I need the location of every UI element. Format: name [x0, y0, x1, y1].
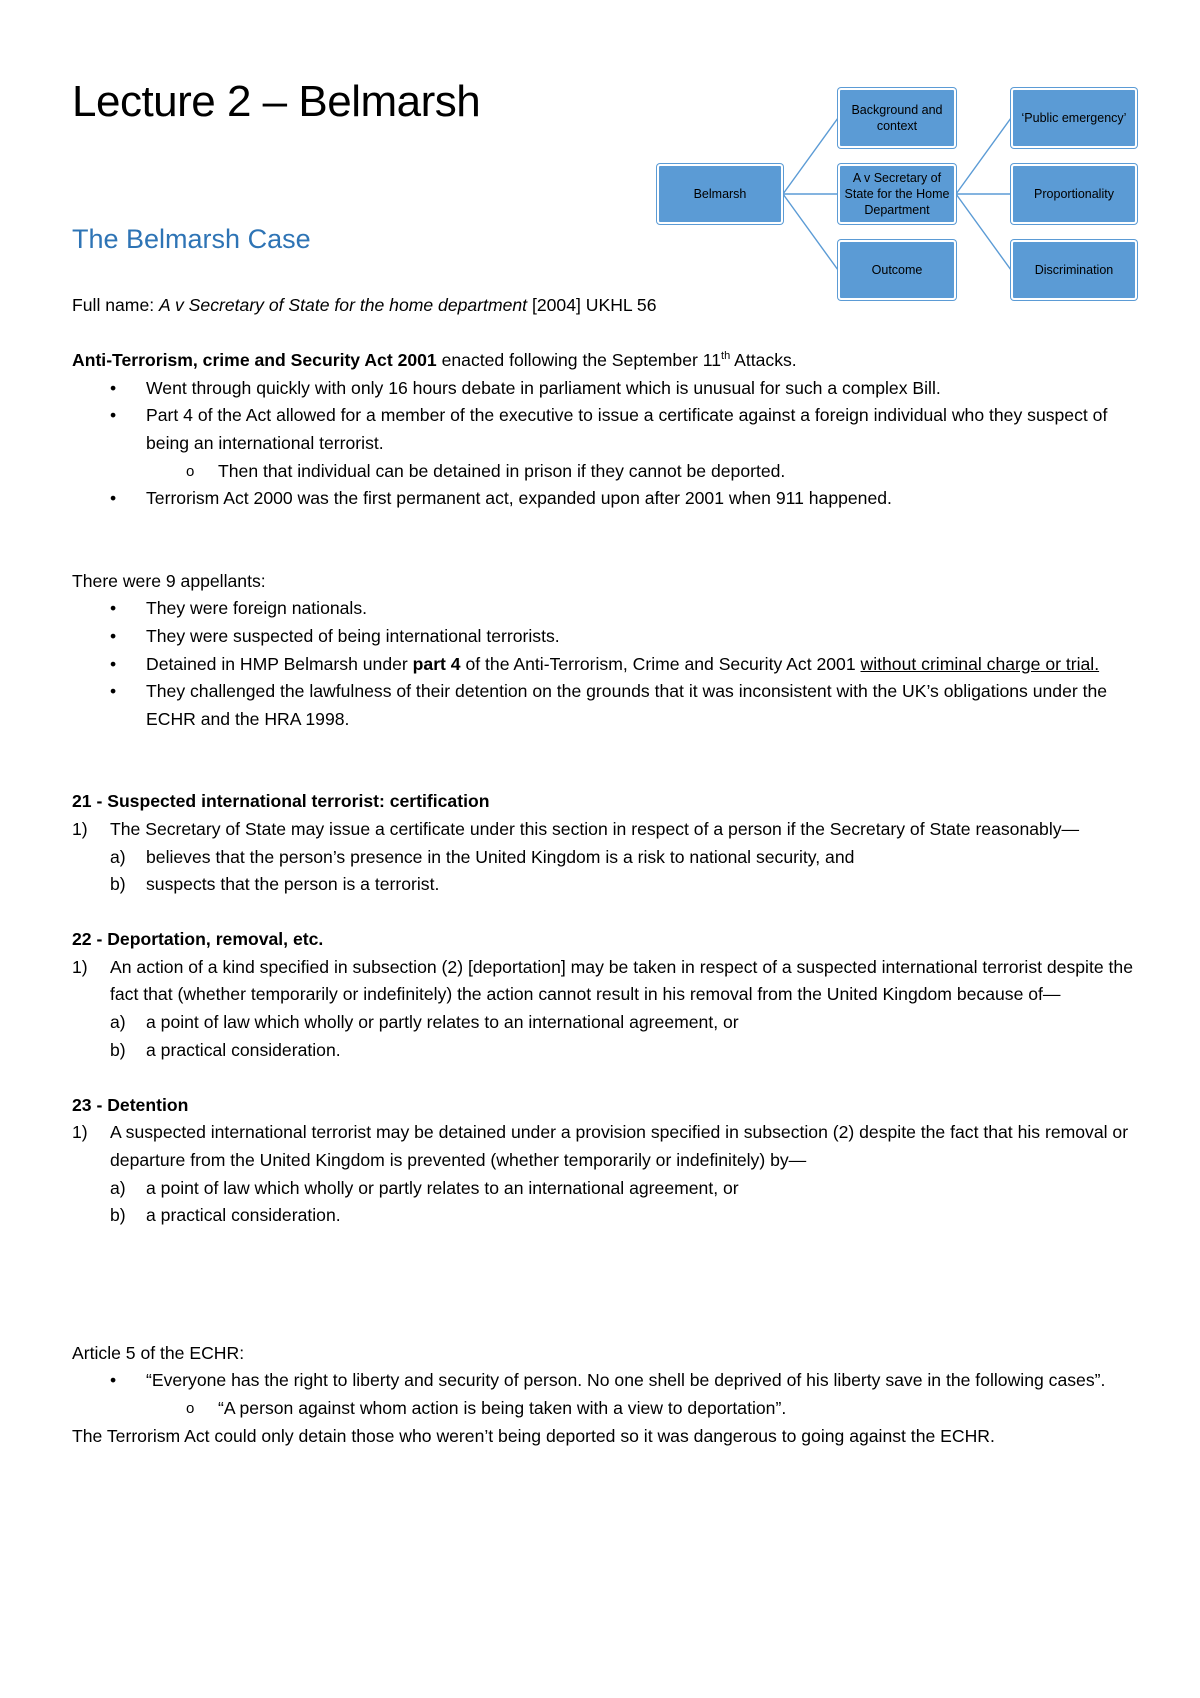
connector-root-outcome: [783, 194, 838, 270]
bullet-icon: •: [110, 488, 117, 509]
list-item-text: They were foreign nationals.: [146, 598, 368, 619]
act-intro-text: enacted following the September 11: [436, 350, 722, 371]
case-citation: [2004] UKHL 56: [527, 295, 657, 315]
bullet-icon: •: [110, 625, 117, 646]
numbered-item-text: An action of a kind specified in subsection (2) [deportation] may be taken in respect of a suspected international terrorist despite the fact that (whether temporarily or indefinitely) the action cannot result in his removal from the United Kingdom because of—: [110, 956, 1133, 1005]
lettered-item: [72, 844, 1142, 872]
act-intro-sup: th: [721, 350, 731, 363]
letter-marker: b): [110, 1205, 126, 1226]
section-21-heading: 21 - Suspected international terrorist: certification: [72, 791, 490, 812]
connector-root-background: [783, 118, 838, 194]
letter-marker: a): [110, 846, 126, 867]
letter-marker: a): [110, 1177, 126, 1198]
list-item: [72, 595, 1142, 623]
numbered-item-text: The Secretary of State may issue a certificate under this section in respect of a person if the Secretary of State reasonably—: [110, 818, 1080, 839]
lettered-item-text: a point of law which wholly or partly relates to an international agreement, or: [146, 1177, 739, 1198]
list-item: [72, 402, 1142, 457]
lettered-item-text: believes that the person’s presence in the United Kingdom is a risk to national security, and: [146, 846, 855, 867]
connector-case-discrimination: [956, 194, 1011, 270]
numbered-item: [72, 954, 1142, 1009]
connector-case-emergency: [956, 118, 1011, 194]
letter-marker: a): [110, 1012, 126, 1033]
node-proportionality: Proportionality: [1011, 164, 1137, 224]
lettered-item: [72, 871, 1142, 899]
mind-map-diagram: [655, 88, 1150, 300]
list-item-text: Terrorism Act 2000 was the first permanent act, expanded upon after 2001 when 911 happened.: [146, 488, 892, 509]
sub-bullet-icon: o: [186, 462, 195, 480]
node-discrimination: Discrimination: [1011, 240, 1137, 300]
bullet-icon: •: [110, 1370, 117, 1391]
lettered-item-text: a point of law which wholly or partly relates to an international agreement, or: [146, 1012, 739, 1033]
lettered-item: [72, 1175, 1142, 1203]
act-intro-end: Attacks.: [730, 350, 797, 371]
section-22-heading: 22 - Deportation, removal, etc.: [72, 929, 324, 950]
number-marker: 1): [72, 1122, 88, 1143]
list-item-text: Part 4 of the Act allowed for a member of the executive to issue a certificate against a foreign individual who they suspect of being an international terrorist.: [146, 405, 1108, 453]
page-title: Lecture 2 – Belmarsh: [72, 77, 481, 126]
list-item-text: “Everyone has the right to liberty and security of person. No one shell be deprived of his liberty save in the following cases”.: [146, 1370, 1106, 1391]
document-body: [72, 292, 1142, 1450]
list-item: [72, 1367, 1142, 1395]
bullet-icon: •: [110, 377, 117, 398]
section-23-heading: 23 - Detention: [72, 1094, 189, 1115]
numbered-item-text: A suspected international terrorist may be detained under a provision specified in subsection (2) despite the fact that his removal or departure from the United Kingdom is prevented (whether temporarily or indefinitely) by—: [110, 1122, 1129, 1171]
sub-list-item: [72, 458, 1142, 486]
list-item-bold: part 4: [412, 653, 461, 674]
lettered-item: [72, 1202, 1142, 1230]
sub-list-item: [72, 1395, 1142, 1423]
numbered-item: [72, 1119, 1142, 1174]
list-item-text: Detained in HMP Belmarsh under: [146, 653, 413, 674]
full-name-label: Full name:: [72, 295, 160, 315]
section-heading: The Belmarsh Case: [72, 224, 311, 254]
act-name: Anti-Terrorism, crime and Security Act 2001: [72, 350, 437, 371]
list-item-text: of the Anti-Terrorism, Crime and Security Act 2001: [460, 653, 861, 674]
lettered-item-text: suspects that the person is a terrorist.: [146, 874, 440, 895]
node-root: Belmarsh: [657, 164, 783, 224]
case-name: A v Secretary of State for the home department: [159, 295, 528, 315]
number-marker: 1): [72, 956, 88, 977]
node-background: Background and context: [838, 88, 956, 148]
bullet-icon: •: [110, 681, 117, 702]
letter-marker: b): [110, 874, 126, 895]
list-item: [72, 623, 1142, 651]
list-item-text: Went through quickly with only 16 hours debate in parliament which is unusual for such a complex Bill.: [146, 377, 941, 398]
list-item-text: “A person against whom action is being taken with a view to deportation”.: [218, 1398, 787, 1418]
lettered-item-text: a practical consideration.: [146, 1039, 341, 1060]
bullet-icon: •: [110, 653, 117, 674]
lettered-item: [72, 1037, 1142, 1065]
article-5-conclusion: The Terrorism Act could only detain those who weren’t being deported so it was dangerous to going against the ECHR.: [72, 1425, 995, 1446]
full-name-line: [72, 292, 1142, 320]
list-item: [72, 651, 1142, 679]
appellants-intro: There were 9 appellants:: [72, 570, 266, 591]
number-marker: 1): [72, 818, 88, 839]
article-5-intro: Article 5 of the ECHR:: [72, 1342, 245, 1363]
letter-marker: b): [110, 1039, 126, 1060]
node-case: A v Secretary of State for the Home Department: [838, 164, 956, 224]
bullet-icon: •: [110, 598, 117, 619]
sub-bullet-icon: o: [186, 1400, 195, 1417]
list-item: [72, 678, 1142, 733]
act-intro: [72, 347, 1142, 375]
numbered-item: [72, 816, 1142, 844]
node-public-emergency: ‘Public emergency’: [1011, 88, 1137, 148]
list-item-text: They were suspected of being international terrorists.: [146, 625, 560, 646]
lettered-item-text: a practical consideration.: [146, 1205, 341, 1226]
list-item-text: Then that individual can be detained in prison if they cannot be deported.: [218, 460, 786, 481]
list-item-text: They challenged the lawfulness of their detention on the grounds that it was inconsistent with the UK’s obligations under the ECHR and the HRA 1998.: [146, 681, 1108, 729]
list-item: [72, 485, 1142, 513]
list-item-underline: without criminal charge or trial.: [860, 653, 1100, 674]
list-item: [72, 375, 1142, 403]
lettered-item: [72, 1009, 1142, 1037]
node-outcome: Outcome: [838, 240, 956, 300]
bullet-icon: •: [110, 405, 117, 426]
